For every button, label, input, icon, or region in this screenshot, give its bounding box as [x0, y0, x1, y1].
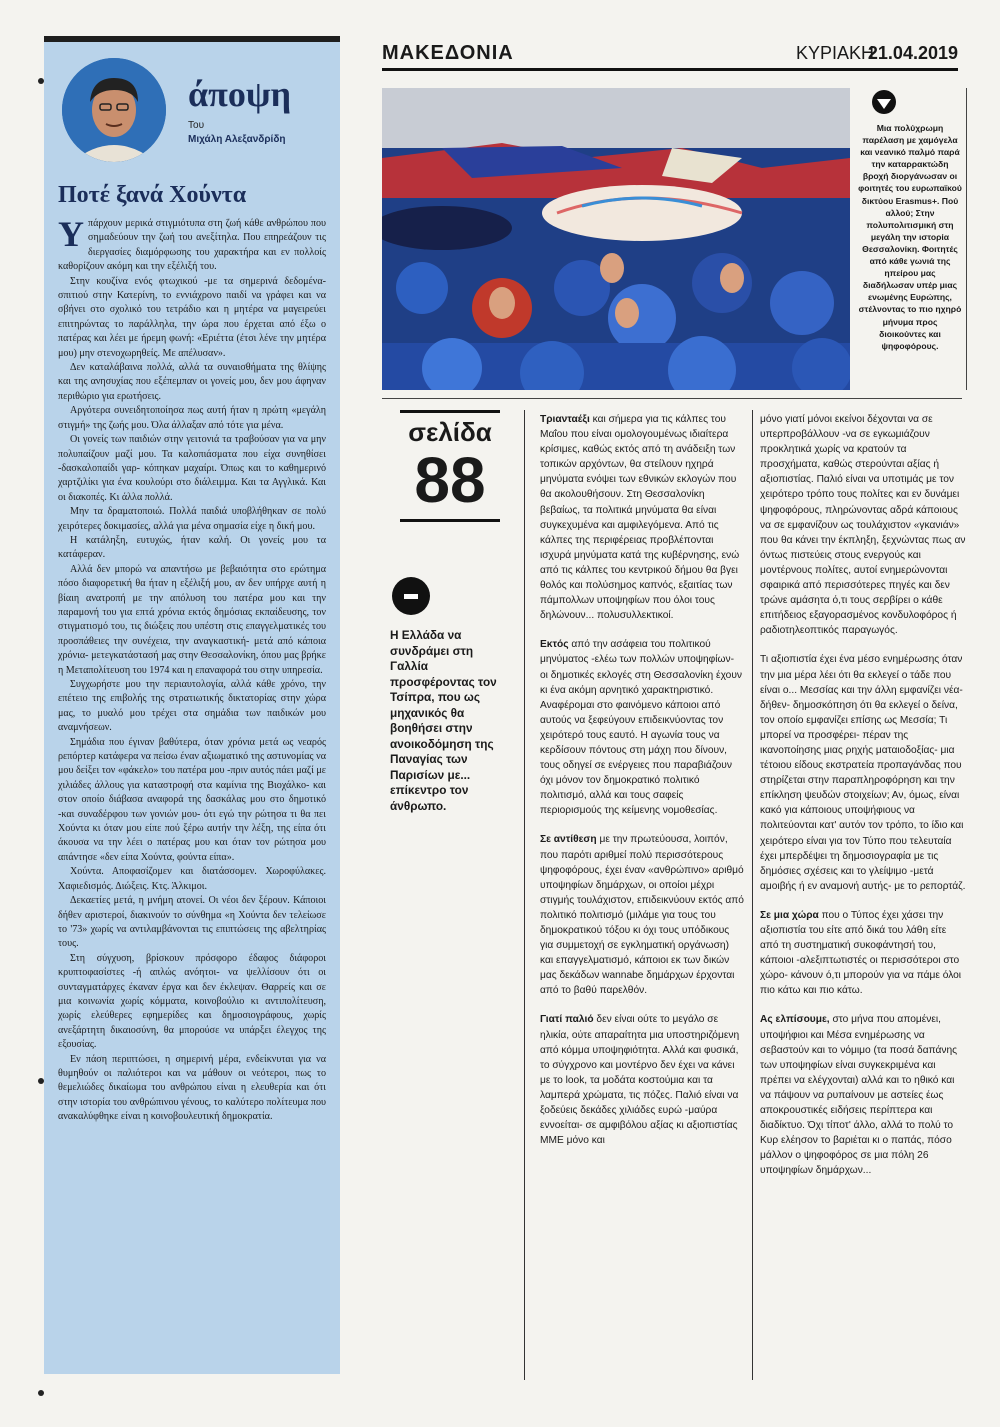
opinion-paragraph: Δεν καταλάβαινα πολλά, αλλά τα συναισθήματα της θλίψης και της ανησυχίας που εξέπεμπαν οι γονείς μου, δεν μου άφηναν περιθώριο για ερωτήσεις.: [58, 362, 326, 402]
minus-note: Η Ελλάδα να συνδράμει στη Γαλλία προσφέροντας τον Τσίπρα, που ως μηχανικός θα βοηθήσει στην ανοικοδόμηση της Παναγίας των Παρισίων με... επίκεντρο τον άνθρωπο.: [390, 628, 497, 813]
parade-photo: [382, 88, 850, 390]
opinion-paragraph: Στην κουζίνα ενός φτωχικού -με τα σημερινά δεδομένα- σπιτιού στην Κατερίνη, το εννιάχρονο παιδί να γράφει και να σβήνει στο σχολικό του τετράδιο και η μητέρα να μαγειρεύει επιτηρώντας το παράλληλα, την ώρα που έρχεται από έξω ο πατέρας και λέει με ήρεμη φωνή: «Εριέττα (έτσι λένε την μητέρα μου) μην στενοχωρηθείς. Με απέλυσαν».: [58, 275, 326, 359]
page-label: σελίδα: [408, 417, 492, 447]
margin-mark: [38, 78, 44, 84]
opinion-paragraph: Μην τα δραματοποιώ. Πολλά παιδιά υποβλήθηκαν σε πολύ χειρότερες δοκιμασίες, αλλά για μένα σημασία είχε η δική μου.: [58, 506, 326, 532]
article-paragraph: [540, 1012, 744, 1148]
column-separator: [752, 410, 753, 1380]
byline-prefix: Του: [188, 120, 205, 131]
paragraph-lead: Εκτός: [540, 639, 569, 651]
paragraph-text: και σήμερα για τις κάλπες του Μαΐου που είναι ομολογουμένως ιδιαίτερα κρίσιμες, καθώς εκτός από τη ανάδειξη των τοπικών αρχόντων, θα στείλουν ηχηρά μηνύματα ενόψει των εθνικών εκλογών που θα ακολουθήσουν. Στη Θεσσαλονίκη βεβαίως, τα πολιτικά μηνύματα θα είναι συγκεχυμένα και αμφιλεγόμενα. Από τις κάλπες της περιφέρειας προβλέπονται ισχυρά μηνύματα κατά της κυβέρνησης, ενώ από τις κάλπες του κεντρικού δήμου θα βγει θολός και πολύσημος καπνός, εξαιτίας των πάμπολλων υποψηφίων που όλοι τους δηλώνουν... πολυσυλλεκτικοί.: [540, 414, 740, 622]
opinion-paragraph: Εν πάση περιπτώσει, η σημερινή μέρα, ενδείκνυται για να θυμηθούν οι παλιότεροι και να μάθουν οι νεότεροι, πως το θεμελιώδες δικαίωμα του ανθρώπου είναι η ελευθερία και ότι στην ιστορία του ανθρώπινου γένους, το καλύτερο πολίτευμα που ανακαλύφθηκε είναι η κοινοβουλευτική δημοκρατία.: [58, 1053, 326, 1123]
page-box: [400, 410, 500, 525]
section-rule: [382, 398, 962, 399]
paragraph-text: Τι αξιοπιστία έχει ένα μέσο ενημέρωσης όταν την μια μέρα λέει ότι θα εκλεγεί ο τάδε που είναι ο... Μεσσίας και την άλλη εμφανίζει νέα- δήθεν- δημοσκόπηση ότι θα εκλεγεί ο δείνα, τον οποίο εμφανίζει επίσης ως Μεσσία; Τι μπορεί να προσφέρει- πέραν της ικανοποίησης μιας ρηχής ματαιοδοξίας- μια τέτοιου είδους εκστρατεία προπαγάνδας που στηρίζεται στην παραπληροφόρηση και την επίκληση ψευδών στοιχείων; Αν, όμως, είναι κακό για κάποιους υποψήφιους να πολιτεύονται κατ' αυτόν τον τρόπο, το ίδιο και χειρότερο είναι για τον Τύπο που τελευταία έχει μπερδέψει τη δημοσιογραφία με τις δημόσιες σχέσεις και το γλείψιμο -μετά αμοιβής ή εν αναμονή αυτής- με το ρεπορτάζ.: [760, 654, 966, 892]
caption-rule: [966, 88, 967, 390]
article-paragraph: [540, 637, 744, 818]
opinion-paragraph: Αργότερα συνειδητοποίησα πως αυτή ήταν η πρώτη «μεγάλη στιγμή» της ζωής μου. Όλα άλλαξαν από τότε για μένα.: [58, 405, 326, 431]
opinion-column: [44, 36, 340, 1374]
article-column-3: [760, 412, 966, 1193]
paragraph-lead: Σε μια χώρα: [760, 909, 819, 921]
paragraph-lead: Ας ελπίσουμε,: [760, 1014, 830, 1026]
article-paragraph: [760, 1012, 966, 1178]
column-separator: [524, 410, 525, 1380]
opinion-header: [44, 42, 340, 162]
paragraph-text: από την ασάφεια του πολιτικού μηνύματος -ελέω των πολλών υποψηφίων- οι δημοτικές εκλογές στη Θεσσαλονίκη έχουν κι ένα ακόμη αρνητικό χαρακτηριστικό. Αναφέρομαι στο φαινόμενο κάποιοι από αυτούς να ξεφεύγουν επιδεικνύοντας τον χειρότερό τους εαυτό. Η αγωνία τους να κερδίσουν πόντους στη μάχη που δίνουν, τους οδηγεί σε ενέργειες που παραβιάζουν όχι μόνον τον δημοκρατικό πολιτικό πολιτισμό, αλλά και τους σαφείς περιορισμούς της κείμενης νομοθεσίας.: [540, 639, 743, 817]
opinion-paragraph: Οι γονείς των παιδιών στην γειτονιά τα τραβούσαν για να μην πολυπαίζουν μαζί μου. Τα καλοπιάσματα που είχα συνηθίσει -δασκαλοπαίδι γαρ- κόπηκαν μαχαίρι. Όπως και το καθημερινό χαρτζιλίκι για ένα κουλούρι στο διάλειμμα. Και τα Αγγλικά. Και οι διακοπές. Κι άλλα πολλά.: [58, 434, 326, 503]
article-paragraph: [760, 652, 966, 894]
page-box-rule: [400, 410, 500, 413]
page-number: 88: [414, 444, 486, 516]
paragraph-text: στο μήνα που απομένει, υποψήφιοι και Μέσα ενημέρωσης να σεβαστούν και το νόμιμο (τα ποσά δαπάνης των υποψηφίων είναι συγκεκριμένα και πρέπει να ελέγχονται) αλλά και το ηθικό και να πάψουν να ρυπαίνουν με αστείες έως αποκρουστικές ειδήσεις περίπτερα και διαδίκτυο. Όχι τίποτ' άλλο, αλλά το πολύ το Κυρ ελέησον το βαριέται κι ο παπάς, πόσο μάλλον ο ψηφοφόρος σε μια πόλη 26 υποψηφίων δημάρχων...: [760, 1014, 958, 1177]
opinion-paragraph: [58, 214, 326, 275]
article-paragraph: [540, 412, 744, 623]
paragraph-text: με την πρωτεύουσα, λοιπόν, που παρότι αριθμεί πολύ περισσότερους ψηφοφόρους, έχει έναν «ανθρώπινο» αριθμό υποψηφίων δημάρχων, οι οποίοι μέχρι στιγμής τουλάχιστον, επιδεικνύουν εκτός από πολιτικό πολιτισμό (μιλάμε για τους του δημοκρατικού τόξου κι όχι τους υπόδικους για συμμετοχή σε εγκληματική οργάνωση) και επαγγελματισμό, κάποιοι εκ των δικών μας δεκάδων wannabe δημάρχων έρχονται από το βαθύ παρελθόν.: [540, 834, 744, 997]
opinion-paragraph: Χούντα. Αποφασίζομεν και διατάσσομεν. Χωροφύλακες. Χαφιεδισμός. Διώξεις. Κτς. Άλκιμοι.: [58, 866, 326, 892]
margin-mark: [38, 1390, 44, 1396]
dropcap: Υ: [58, 214, 84, 254]
paragraph-lead: Τριανταέξι: [540, 414, 590, 425]
article-column-2: [540, 412, 744, 1162]
opinion-paragraph: Η κατάληξη, ευτυχώς, ήταν καλή. Οι γονείς μου τα κατάφεραν.: [58, 534, 326, 561]
opinion-paragraph: Συγχωρήστε μου την περιαυτολογία, αλλά κάθε χρόνο, την επέτειο της επιβολής της στρατιωτικής δικτατορίας στην χώρα μας, το μυαλό μου τρέχει στα σημάδια των παιδικών μου αναμνήσεων.: [58, 679, 326, 734]
author-avatar: [62, 58, 166, 162]
photo-caption: Μια πολύχρωμη παρέλαση με χαμόγελα και νεανικό παλμό παρά την καταρρακτώδη βροχή διοργάνωσαν οι φοιτητές του ευρωπαϊκού δικτύου Erasmus+. Πού αλλού; Στην πολυπολιτισμική στη μεγάλη την ιστορία Θεσσαλονίκη. Φοιτητές από κάθε γωνιά της ηπείρου μας διαδήλωσαν υπέρ μιας ενωμένης Ευρώπης, στέλνοντας το πιο ηχηρό μήνυμα προς διοικούντες και ψηφοφόρους.: [858, 123, 962, 351]
section-name: ΜΑΚΕΔΟΝΙΑ: [382, 42, 514, 64]
author-portrait-icon: [62, 58, 166, 162]
opinion-paragraph: Στη σύγχυση, βρίσκουν πρόσφορο έδαφος διάφοροι κρυπτοφασίστες -ή απλώς ανόητοι- να ψελλίσουν ότι οι συνταγματάρχες έκαναν έργα και δεν έκλεψαν. Θαρρείς και σε μια κοινωνία χωρίς κόμματα, κοινοβούλιο κι αντιπολίτευση, χωρίς ελεύθερες εφημερίδες και δημοσιογράφους, χωρίς ανεξάρτητη δικαιοσύνη, θα μπορούσε να υπάρξει έλεγχος της εξουσίας.: [58, 952, 326, 1051]
crowd-photo-icon: [382, 88, 850, 390]
article-paragraph: [540, 832, 744, 998]
down-arrow-icon: [872, 90, 896, 114]
opinion-paragraph: Δεκαετίες μετά, η μνήμη ατονεί. Οι νέοι δεν ξέρουν. Κάποιοι δήθεν αριστεροί, διακινούν το σύνθημα «η Χούντα δεν τελείωσε το '73» χωρίς να αντιλαμβάνονται τις επιπτώσεις της αβελτηρίας τους.: [58, 895, 326, 950]
opinion-paragraph: Αλλά δεν μπορώ να απαντήσω με βεβαιότητα στο ερώτημα πόσο διαφορετική θα ήταν η εξέλιξή μου, αν δεν υπήρχε αυτή η βίαιη ανατροπή με την απόλυση του πατέρα μου και την παραμονή του για επτά χρόνια εκτός δημόσιας εκπαίδευσης, τον στιγματισμό του, τις διώξεις που υπέστη στις επαγγελματικές του προσπάθειες την συνέχεια, την αναγκαστική- μετά από κάποια χρόνια- μετεγκατάστασή μας στην Θεσσαλονίκη, όπου μας βρήκε η Μεταπολίτευση του 1974 και η επαναφορά του στην υπηρεσία.: [58, 563, 326, 676]
article-paragraph: [760, 412, 966, 638]
opinion-headline: Ποτέ ξανά Χούντα: [58, 182, 247, 208]
page-header: [382, 40, 958, 71]
page-box-rule: [400, 519, 500, 522]
author-name: Μιχάλη Αλεξανδρίδη: [188, 134, 286, 145]
margin-mark: [38, 1078, 44, 1084]
paragraph-text: δεν είναι ούτε το μεγάλο σε ηλικία, ούτε απαραίτητα μια υποστηριζόμενη από κόμμα υποψηφιότητα. Αλλά και φυσικά, το σύγχρονο και μοντέρνο δεν έχει να κάνει με το look, τα μοδάτα κοστούμια και τα λαμπερά χρώματα, τις πόζες. Παλιό είναι να ξοδεύεις δεκάδες χιλιάδες ευρώ -μαύρα εννοείται- σε αμφιβόλου αξίας κι αξιοπιστίας ΜΜΕ μόνο και: [540, 1014, 740, 1147]
paragraph-text: μόνο γιατί μόνοι εκείνοι δέχονται να σε υπερπροβάλλουν -να σε εγκωμιάζουν προκλητικά χωρίς να κρατούν τα προσχήματα, καθώς στερούνται αξίας ή αξιοπιστίας. Παλιό είναι να υποτιμάς με τον χειρότερο τρόπο τους πολίτες και εν δυνάμει ψηφοφόρους, πληρώνοντας αδρά κάποιους να σε εμφανίζουν ως τουλάχιστον «γκανιάν» που θα κάνει την έκπληξη, ξεχνώντας πως αν όντως πιστεύεις στους ενεργούς και μοντέρνους πολίτες, αυτοί ενημερώνονται σφαιρικά από περισσότερες πηγές και δεν τρώνε αμάσητα ό,τι τους σερβίρει ο κάθε επιτήδειος εξαγορασμένος κονδυλοφόρος ή ραδιοτηλεοπτικός παραγωγός.: [760, 414, 966, 637]
issue-date: 21.04.2019: [867, 43, 958, 63]
opinion-label: άποψη: [188, 74, 292, 114]
issue-day: ΚΥΡΙΑΚΗ: [795, 43, 874, 63]
paragraph-lead: Γιατί παλιό: [540, 1014, 594, 1026]
opinion-paragraph: Σημάδια που έγιναν βαθύτερα, όταν χρόνια μετά ως νεαρός ρεπόρτερ κατάφερα να πείσω έναν αξιωματικό της αστυνομίας να μου δείξει τον «φάκελο» του πατέρα μου -πριν αυτός πάει μαζί με χιλιάδες άλλους για καταστροφή στα καμίνια της Βιοχάλκο- και στον οποίο διάβασα αναφορά της δασκάλας μου στο δημοτικό -και συναδέρφου των γονιών μου- ότι εγώ την ρώτησα τι θα πει Χούντα κι όταν μου είπε πού ξέρω αυτήν την λέξη, της είπα ότι άκουσα να την λέει ο πατέρας μου και όταν τον ρώτησα μου απάντησε «δεν είπα Χούντα, φούντα είπα».: [58, 736, 326, 863]
paragraph-lead: Σε αντίθεση: [540, 834, 597, 846]
article-paragraph: [760, 908, 966, 999]
minus-icon: [392, 577, 430, 615]
paragraph-text: που ο Τύπος έχει χάσει την αξιοπιστία του είτε από δικά του λάθη είτε από τη συστηματική συκοφάντησή του, κάποιοι -αλεξιπτωτιστές οι περισσότεροι στο χώρο- κάνουν ό,τι μπορούν για να πάμε όλοι πιο κάτω και πιο κάτω.: [760, 909, 962, 997]
opinion-paragraph-text: πάρχουν μερικά στιγμιότυπα στη ζωή κάθε ανθρώπου που σημαδεύουν την ζωή του ανεξίτηλα. Που επηρεάζουν τις διεργασίες διαμόρφωσης του χαρακτήρα και εν πολλοίς καθορίζουν ακόμη και την εξέλιξή του.: [58, 218, 326, 273]
opinion-body: [58, 214, 326, 1125]
